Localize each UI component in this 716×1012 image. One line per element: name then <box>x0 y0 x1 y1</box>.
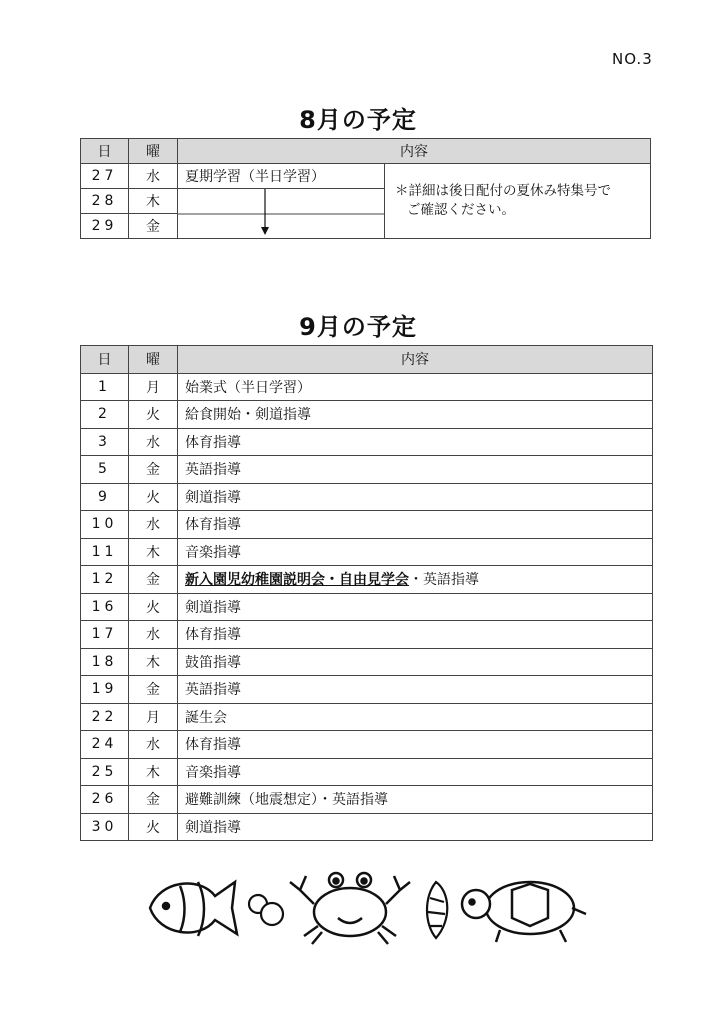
day-cell: 27 <box>81 164 129 189</box>
content-cell: 体育指導 <box>178 428 653 456</box>
content-cell: 給食開始・剣道指導 <box>178 401 653 429</box>
day-cell: 5 <box>81 456 129 484</box>
content-cell <box>178 566 653 594</box>
bubbles-icon <box>249 895 283 925</box>
table-row <box>81 483 653 511</box>
weekday-cell: 水 <box>129 428 178 456</box>
weekday-cell: 月 <box>129 703 178 731</box>
table-row <box>81 373 653 401</box>
table-row <box>81 538 653 566</box>
header-weekday: 曜 <box>129 346 178 374</box>
day-cell: 24 <box>81 731 129 759</box>
table-row <box>81 786 653 814</box>
content-cell: 英語指導 <box>178 676 653 704</box>
day-cell: 1 <box>81 373 129 401</box>
table-row <box>81 401 653 429</box>
content-cell: 体育指導 <box>178 731 653 759</box>
table-row <box>81 731 653 759</box>
shell-icon <box>427 882 447 938</box>
sea-creatures-illustration <box>140 868 590 948</box>
day-cell: 26 <box>81 786 129 814</box>
fish-icon <box>150 882 237 936</box>
september-schedule-table <box>80 345 653 841</box>
weekday-cell: 木 <box>129 648 178 676</box>
content-cell: 剣道指導 <box>178 483 653 511</box>
day-cell: 29 <box>81 214 129 239</box>
header-day: 日 <box>81 346 129 374</box>
content-cell: 誕生会 <box>178 703 653 731</box>
weekday-cell: 水 <box>129 621 178 649</box>
header-content: 内容 <box>178 346 653 374</box>
weekday-cell: 水 <box>129 731 178 759</box>
content-cell: 夏期学習（半日学習） <box>178 164 385 189</box>
weekday-cell: 金 <box>129 676 178 704</box>
table-row <box>81 676 653 704</box>
header-day: 日 <box>81 139 129 164</box>
weekday-cell: 火 <box>129 483 178 511</box>
table-row <box>81 428 653 456</box>
day-cell: 3 <box>81 428 129 456</box>
weekday-cell: 金 <box>129 566 178 594</box>
day-cell: 11 <box>81 538 129 566</box>
content-cell: 剣道指導 <box>178 813 653 841</box>
day-cell: 16 <box>81 593 129 621</box>
day-cell: 9 <box>81 483 129 511</box>
august-schedule-table <box>80 138 651 239</box>
weekday-cell: 水 <box>129 511 178 539</box>
content-cell: 体育指導 <box>178 621 653 649</box>
weekday-cell: 月 <box>129 373 178 401</box>
weekday-cell: 火 <box>129 813 178 841</box>
header-content: 内容 <box>178 139 651 164</box>
emphasis-text: 新入園児幼稚園説明会・自由見学会 <box>185 572 409 589</box>
table-row <box>81 648 653 676</box>
weekday-cell: 火 <box>129 401 178 429</box>
weekday-cell: 木 <box>129 189 178 214</box>
day-cell: 17 <box>81 621 129 649</box>
august-title: 8月の予定 <box>299 106 417 134</box>
note-line-2: ご確認ください。 <box>407 202 515 218</box>
day-cell: 25 <box>81 758 129 786</box>
september-title: 9月の予定 <box>299 313 417 341</box>
day-cell: 22 <box>81 703 129 731</box>
table-row <box>81 621 653 649</box>
table-row <box>81 164 651 189</box>
content-cell: 始業式（半日学習） <box>178 373 653 401</box>
table-header-row <box>81 346 653 374</box>
table-row <box>81 566 653 594</box>
weekday-cell: 水 <box>129 164 178 189</box>
content-cell-continuation <box>178 189 385 239</box>
content-cell: 剣道指導 <box>178 593 653 621</box>
content-cell: 音楽指導 <box>178 758 653 786</box>
content-cell: 体育指導 <box>178 511 653 539</box>
table-row <box>81 511 653 539</box>
day-cell: 10 <box>81 511 129 539</box>
weekday-cell: 木 <box>129 758 178 786</box>
continuation-arrow-icon <box>178 189 385 239</box>
page-number: NO.3 <box>612 50 653 68</box>
content-cell: 音楽指導 <box>178 538 653 566</box>
day-cell: 18 <box>81 648 129 676</box>
august-note <box>385 164 651 239</box>
note-line-1: ＊詳細は後日配付の夏休み特集号で <box>395 183 611 199</box>
weekday-cell: 金 <box>129 786 178 814</box>
table-row <box>81 703 653 731</box>
content-cell: 鼓笛指導 <box>178 648 653 676</box>
day-cell: 28 <box>81 189 129 214</box>
weekday-cell: 金 <box>129 456 178 484</box>
crab-icon <box>290 873 410 944</box>
content-cell: 英語指導 <box>178 456 653 484</box>
day-cell: 2 <box>81 401 129 429</box>
table-row <box>81 593 653 621</box>
table-row <box>81 456 653 484</box>
turtle-icon <box>462 882 586 942</box>
day-cell: 12 <box>81 566 129 594</box>
content-cell: 避難訓練（地震想定）・英語指導 <box>178 786 653 814</box>
day-cell: 30 <box>81 813 129 841</box>
weekday-cell: 金 <box>129 214 178 239</box>
table-row <box>81 758 653 786</box>
weekday-cell: 木 <box>129 538 178 566</box>
table-row <box>81 813 653 841</box>
content-text: ・英語指導 <box>409 572 479 589</box>
header-weekday: 曜 <box>129 139 178 164</box>
day-cell: 19 <box>81 676 129 704</box>
weekday-cell: 火 <box>129 593 178 621</box>
table-header-row <box>81 139 651 164</box>
